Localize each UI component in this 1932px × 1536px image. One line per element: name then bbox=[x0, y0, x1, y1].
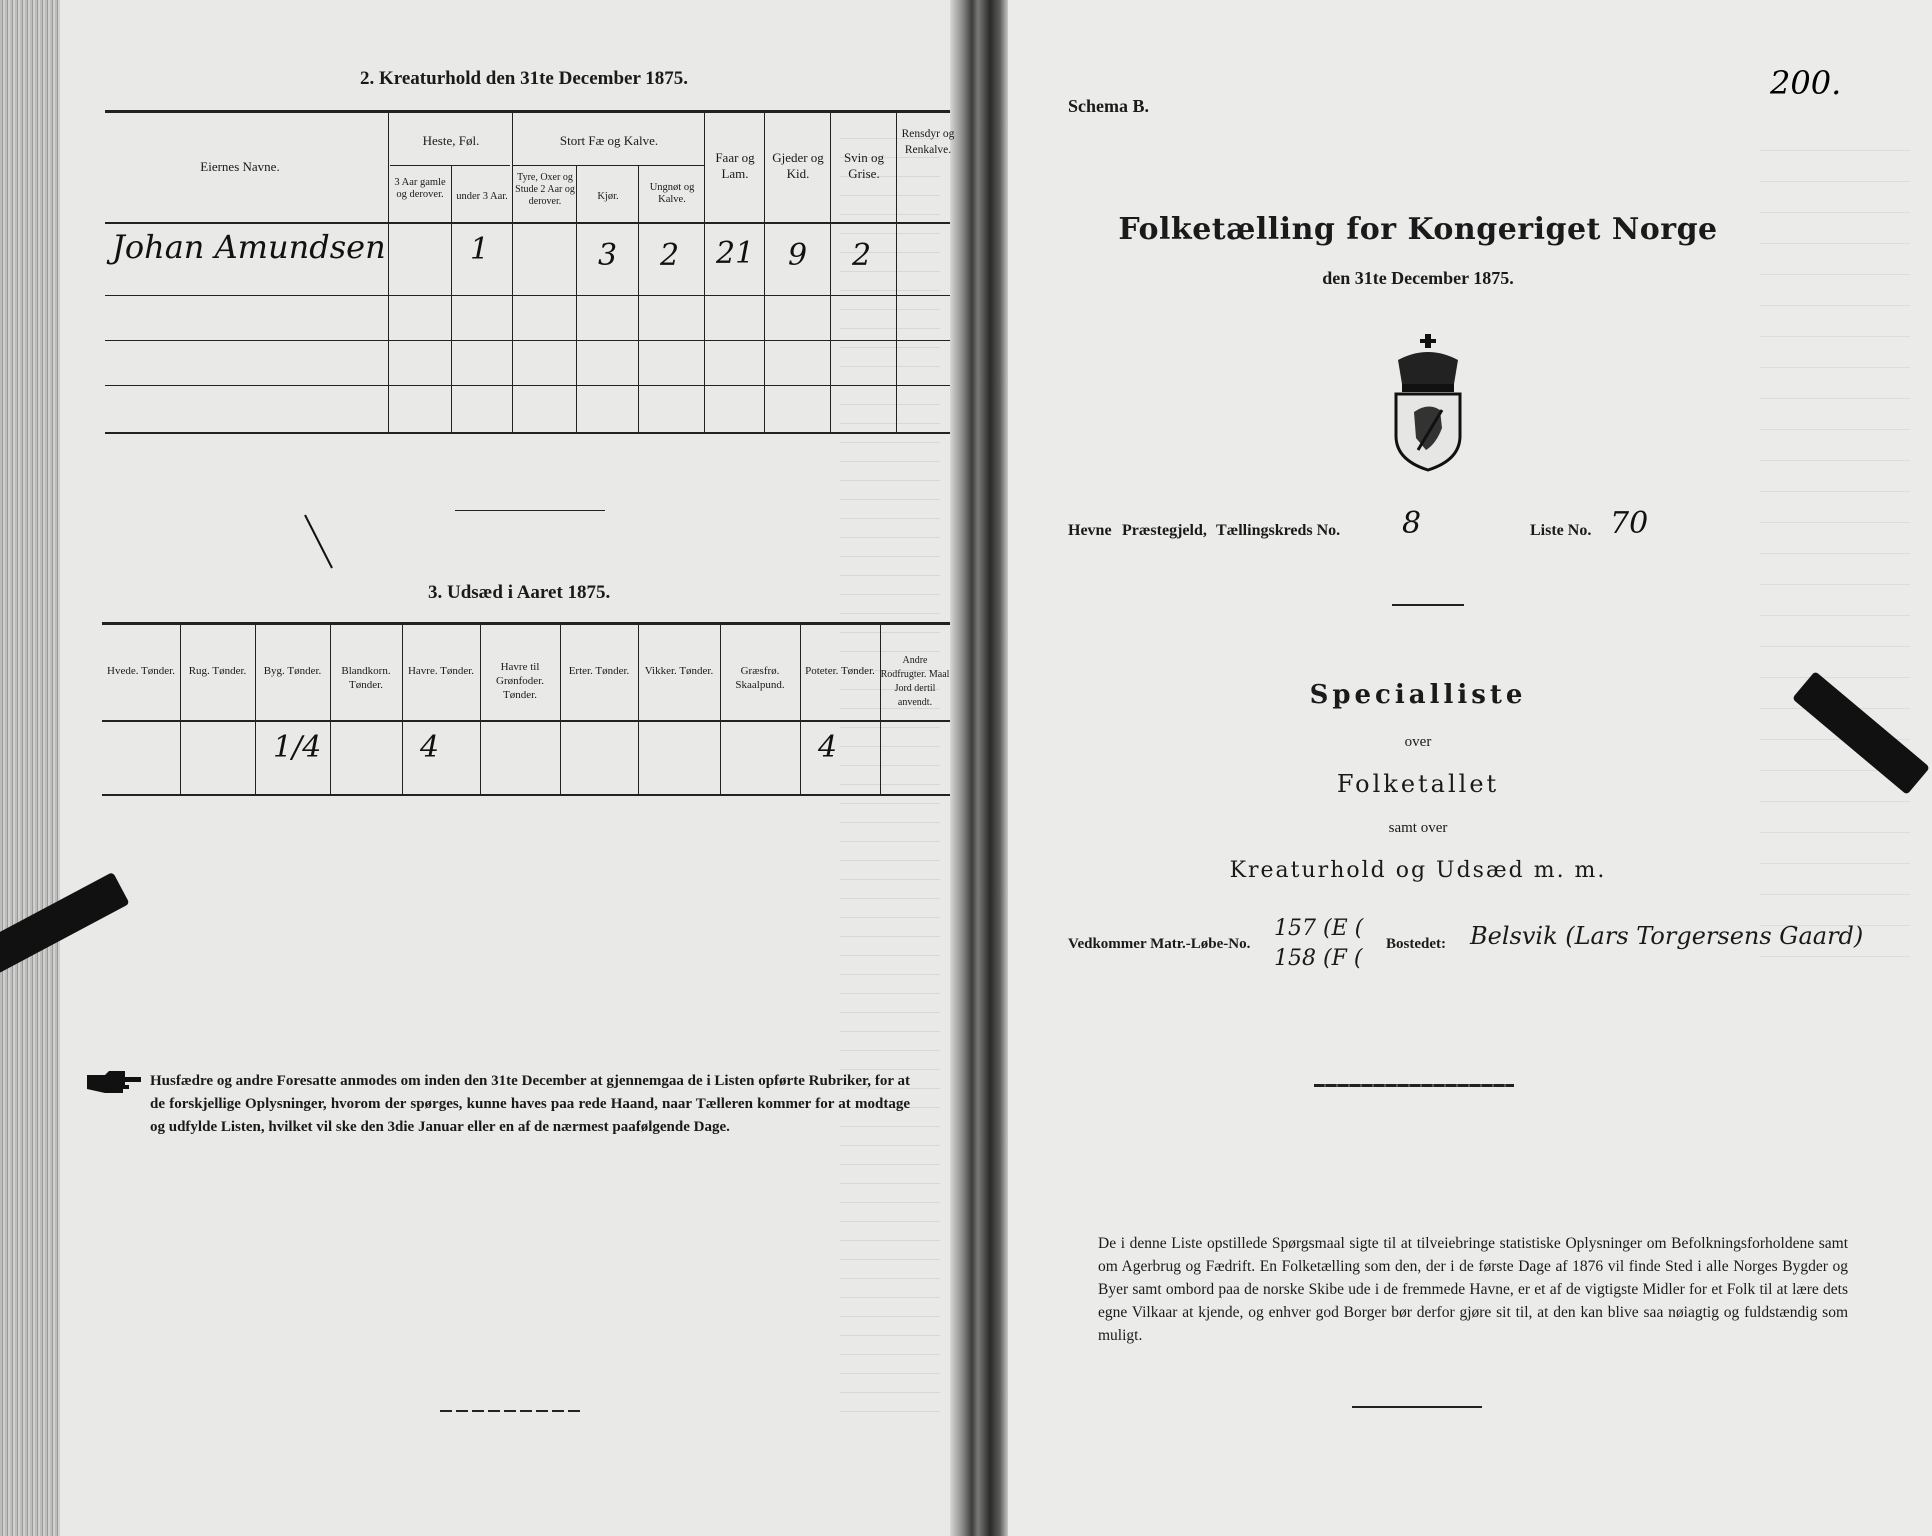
norway-coat-of-arms-icon bbox=[1388, 332, 1468, 472]
header-heste-3aar: 3 Aar gamle og derover. bbox=[394, 177, 446, 200]
bosted-label: Bostedet: bbox=[1386, 936, 1446, 952]
table3-header: Hvede. Tønder. bbox=[107, 665, 175, 677]
table2-col-rule bbox=[388, 112, 389, 432]
table3-value: 4 bbox=[818, 730, 838, 765]
table3-header: Poteter. Tønder. bbox=[805, 665, 875, 677]
value-heste-under3: 1 bbox=[470, 232, 490, 267]
table3-value: 1/4 bbox=[273, 730, 322, 765]
divider-rule bbox=[455, 510, 605, 511]
table2-col-rule bbox=[896, 112, 897, 432]
table2-stort-underline bbox=[513, 165, 705, 166]
matr-label: Vedkommer Matr.-Løbe-No. bbox=[1068, 936, 1251, 952]
table3-rule-bottom bbox=[102, 794, 950, 796]
prestegjeld-label: Præstegjeld, bbox=[1122, 522, 1207, 539]
table3-header: Erter. Tønder. bbox=[568, 665, 630, 677]
table2-col-rule bbox=[638, 166, 639, 432]
table2-col-rule bbox=[451, 166, 452, 432]
table2-rule-bottom bbox=[105, 432, 950, 434]
section2-title: 2. Kreaturhold den 31te December 1875. bbox=[360, 68, 689, 89]
table2-rule-row3 bbox=[105, 385, 950, 386]
table2-col-rule bbox=[704, 112, 705, 432]
table3-col-rule bbox=[255, 624, 256, 794]
book-edge-left bbox=[0, 0, 60, 1536]
table2-col-rule bbox=[764, 112, 765, 432]
header-ungnot: Ungnøt og Kalve. bbox=[649, 182, 695, 205]
folketallet-heading: Folketallet bbox=[1336, 770, 1500, 798]
matr-value-2: 158 (F ( bbox=[1274, 946, 1363, 971]
matr-value-1: 157 (E ( bbox=[1274, 916, 1364, 941]
bleed-through-right bbox=[1760, 120, 1910, 980]
table3-col-rule bbox=[560, 624, 561, 794]
table3-header: Andre Rodfrugter. Maal Jord dertil anvendt. bbox=[880, 655, 950, 708]
table2-rule-header bbox=[105, 222, 950, 224]
value-kjor: 3 bbox=[598, 238, 618, 273]
header-rensdyr: Rensdyr og Renkalve. bbox=[901, 128, 955, 156]
table3-header: Vikker. Tønder. bbox=[644, 665, 714, 677]
prestegjeld-value: Hevne bbox=[1068, 522, 1112, 539]
bottom-dashed-rule bbox=[440, 1410, 580, 1412]
table3-col-rule bbox=[638, 624, 639, 794]
header-stort: Stort Fæ og Kalve. bbox=[559, 133, 659, 148]
table3-col-rule bbox=[720, 624, 721, 794]
table2-rule-top bbox=[105, 110, 950, 113]
taellingskreds-label: Tællingskreds No. bbox=[1216, 522, 1341, 539]
notice-text: Husfædre og andre Foresatte anmodes om inden den 31te December at gjennemgaa de i Listen opførte Rubriker, for at de forskjellige Oplysninger, hvorom der spørges, kunne haves paa rede Haand, naar Tælleren kommer for at modtage og udfylde Listen, hvilket vil ske den 3die Januar eller en af de nærmest paafølgende Dage. bbox=[150, 1073, 910, 1135]
owner-name: Johan Amundsen bbox=[112, 228, 386, 266]
table2-rule-row2 bbox=[105, 340, 950, 341]
table3-header: Byg. Tønder. bbox=[263, 665, 322, 677]
intro-paragraph: De i denne Liste opstillede Spørgsmaal sigte til at tilveiebringe statistiske Oplysninger om Befolkningsforholdene samt om Agerbrug og Fædrift. En Folketælling som den, der i de første Dage af 1876 vil finde Sted i alle Norges Bygder og Byer samt ombord paa de norske Skibe ude i de fremmede Havne, er et af de vigtigste Midler for et Folk til at lære dets egne Vilkaar at kjende, og enhver god Borger bør derfor gjøre sit til, at den kan blive saa nøiagtig og fuldstændig som muligt. bbox=[1098, 1235, 1848, 1344]
header-owner: Eiernes Navne. bbox=[200, 159, 280, 174]
value-ungnot: 2 bbox=[660, 238, 680, 273]
census-title: Folketælling for Kongeriget Norge bbox=[1118, 212, 1718, 247]
header-gjeder: Gjeder og Kid. bbox=[772, 150, 824, 181]
taellingskreds-value: 8 bbox=[1402, 506, 1422, 541]
bleed-through-left bbox=[840, 120, 940, 1420]
header-svin: Svin og Grise. bbox=[843, 150, 885, 181]
schema-label: Schema B. bbox=[1068, 96, 1149, 116]
value-faar: 21 bbox=[716, 236, 755, 271]
right-divider-3 bbox=[1352, 1406, 1482, 1408]
table3-header: Rug. Tønder. bbox=[188, 665, 247, 677]
table3-col-rule bbox=[800, 624, 801, 794]
liste-label: Liste No. bbox=[1530, 522, 1592, 539]
value-gjeder: 9 bbox=[788, 238, 808, 273]
book-gutter bbox=[950, 0, 1008, 1536]
table3-rule-top bbox=[102, 622, 950, 625]
table3-col-rule bbox=[180, 624, 181, 794]
table3-col-rule bbox=[330, 624, 331, 794]
table3-header: Havre til Grønfoder. Tønder. bbox=[496, 661, 544, 701]
table3-col-rule bbox=[402, 624, 403, 794]
section3-title: 3. Udsæd i Aaret 1875. bbox=[428, 582, 611, 603]
value-svin: 2 bbox=[852, 238, 872, 273]
table3-value: 4 bbox=[420, 730, 440, 765]
liste-value: 70 bbox=[1610, 506, 1649, 541]
table3-col-rule bbox=[480, 624, 481, 794]
table2-col-rule bbox=[830, 112, 831, 432]
right-divider-1 bbox=[1392, 604, 1464, 606]
table3-header: Blandkorn. Tønder. bbox=[341, 665, 391, 691]
header-heste: Heste, Føl. bbox=[422, 133, 480, 148]
samt-over-text: samt over bbox=[1388, 820, 1448, 836]
header-tyre: Tyre, Oxer og Stude 2 Aar og derover. bbox=[515, 172, 575, 207]
table3-header: Græsfrø. Skaalpund. bbox=[735, 665, 785, 691]
pointing-hand-icon bbox=[85, 1067, 143, 1097]
page-number: 200. bbox=[1770, 64, 1842, 102]
right-divider-2 bbox=[1314, 1084, 1514, 1087]
table2-heste-underline bbox=[390, 165, 510, 166]
bosted-value: Belsvik (Lars Torgersens Gaard) bbox=[1470, 922, 1864, 950]
header-faar: Faar og Lam. bbox=[715, 150, 755, 181]
header-kjor: Kjør. bbox=[597, 191, 619, 202]
table2-col-rule bbox=[576, 166, 577, 432]
header-heste-under3: under 3 Aar. bbox=[456, 191, 508, 202]
census-date: den 31te December 1875. bbox=[1322, 268, 1514, 288]
table2-rule-row1 bbox=[105, 295, 950, 296]
kreaturhold-heading: Kreaturhold og Udsæd m. m. bbox=[1229, 858, 1607, 883]
over-text: over bbox=[1404, 734, 1432, 750]
pen-stroke-mark bbox=[300, 510, 340, 570]
table3-rule-header bbox=[102, 720, 950, 722]
table3-header: Havre. Tønder. bbox=[407, 665, 475, 677]
specialliste-heading: Specialliste bbox=[1309, 680, 1527, 710]
table2-col-rule bbox=[512, 112, 513, 432]
